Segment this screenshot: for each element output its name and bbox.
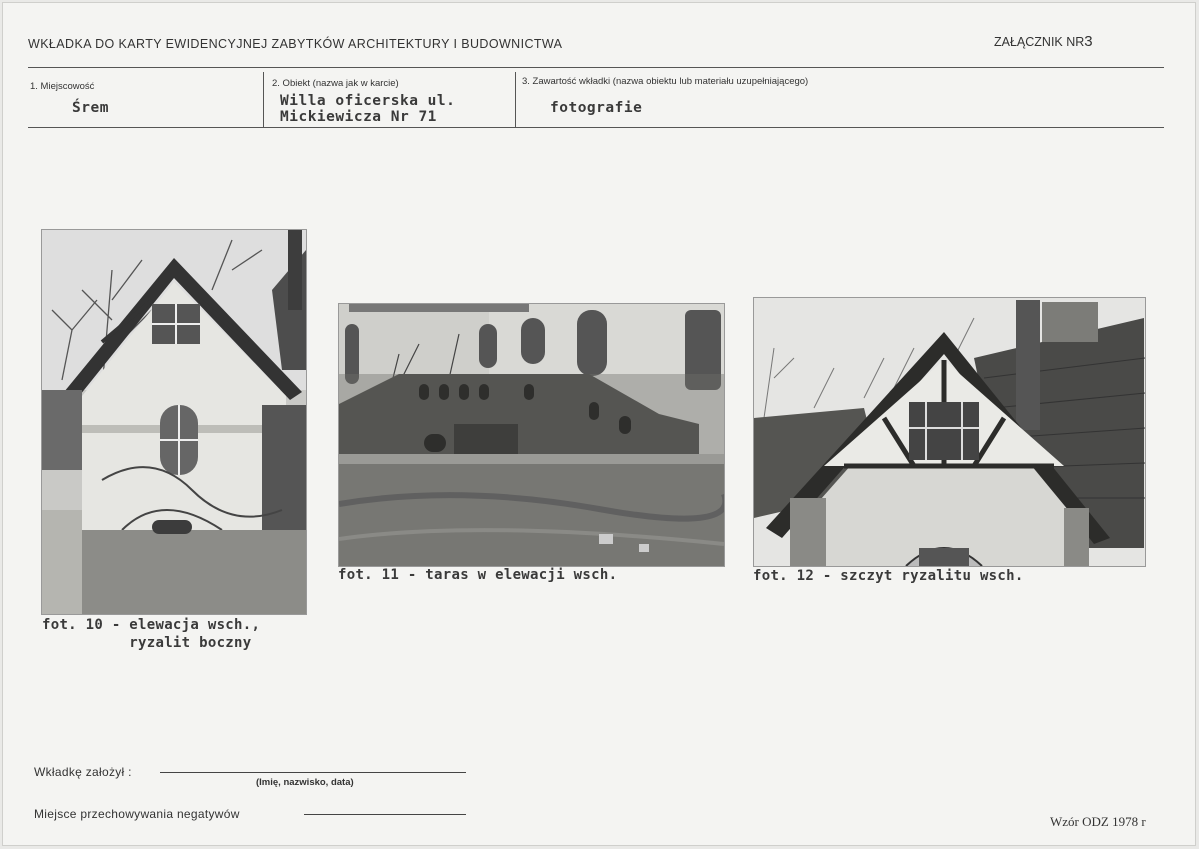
content-value: fotografie: [550, 100, 643, 116]
object-label: 2. Obiekt (nazwa jak w karcie): [272, 78, 399, 89]
created-by-hint: (Imię, nazwisko, data): [256, 777, 354, 788]
column-divider-1: [263, 72, 264, 127]
photo-12-caption: fot. 12 - szczyt ryzalitu wsch.: [753, 568, 1024, 584]
negatives-line: [304, 814, 466, 815]
form-model: Wzór ODZ 1978 r: [1050, 814, 1146, 829]
annex-label: ZAŁĄCZNIK NR: [994, 35, 1085, 49]
photo-12-image: [754, 298, 1145, 566]
photo-10: [41, 229, 307, 615]
photo-10-caption-line2: ryzalit boczny: [42, 635, 252, 651]
object-value-line1: Willa oficerska ul.: [280, 93, 456, 109]
photo-10-caption-line1: fot. 10 - elewacja wsch.,: [42, 617, 261, 633]
content-label: 3. Zawartość wkładki (nazwa obiektu lub materiału uzupełniającego): [522, 76, 809, 87]
photo-11-caption: fot. 11 - taras w elewacji wsch.: [338, 567, 618, 583]
locality-value: Śrem: [72, 100, 109, 116]
locality-label: 1. Miejscowość: [30, 81, 95, 92]
photo-10-image: [42, 230, 306, 614]
header-bottom-rule: [28, 127, 1164, 128]
column-divider-2: [515, 72, 516, 127]
photo-11-image: [339, 304, 724, 566]
annex-number: [994, 33, 1093, 50]
photo-11: [338, 303, 725, 567]
negatives-label: Miejsce przechowywania negatywów: [34, 807, 240, 821]
annex-value: 3: [1084, 33, 1093, 50]
object-value-line2: Mickiewicza Nr 71: [280, 109, 437, 125]
created-by-label: Wkładkę założył :: [34, 765, 132, 779]
document-title: WKŁADKA DO KARTY EWIDENCYJNEJ ZABYTKÓW ARCHITEKTURY I BUDOWNICTWA: [28, 37, 563, 51]
created-by-line: [160, 772, 466, 773]
photo-12: [753, 297, 1146, 567]
header-top-rule: [28, 67, 1164, 68]
